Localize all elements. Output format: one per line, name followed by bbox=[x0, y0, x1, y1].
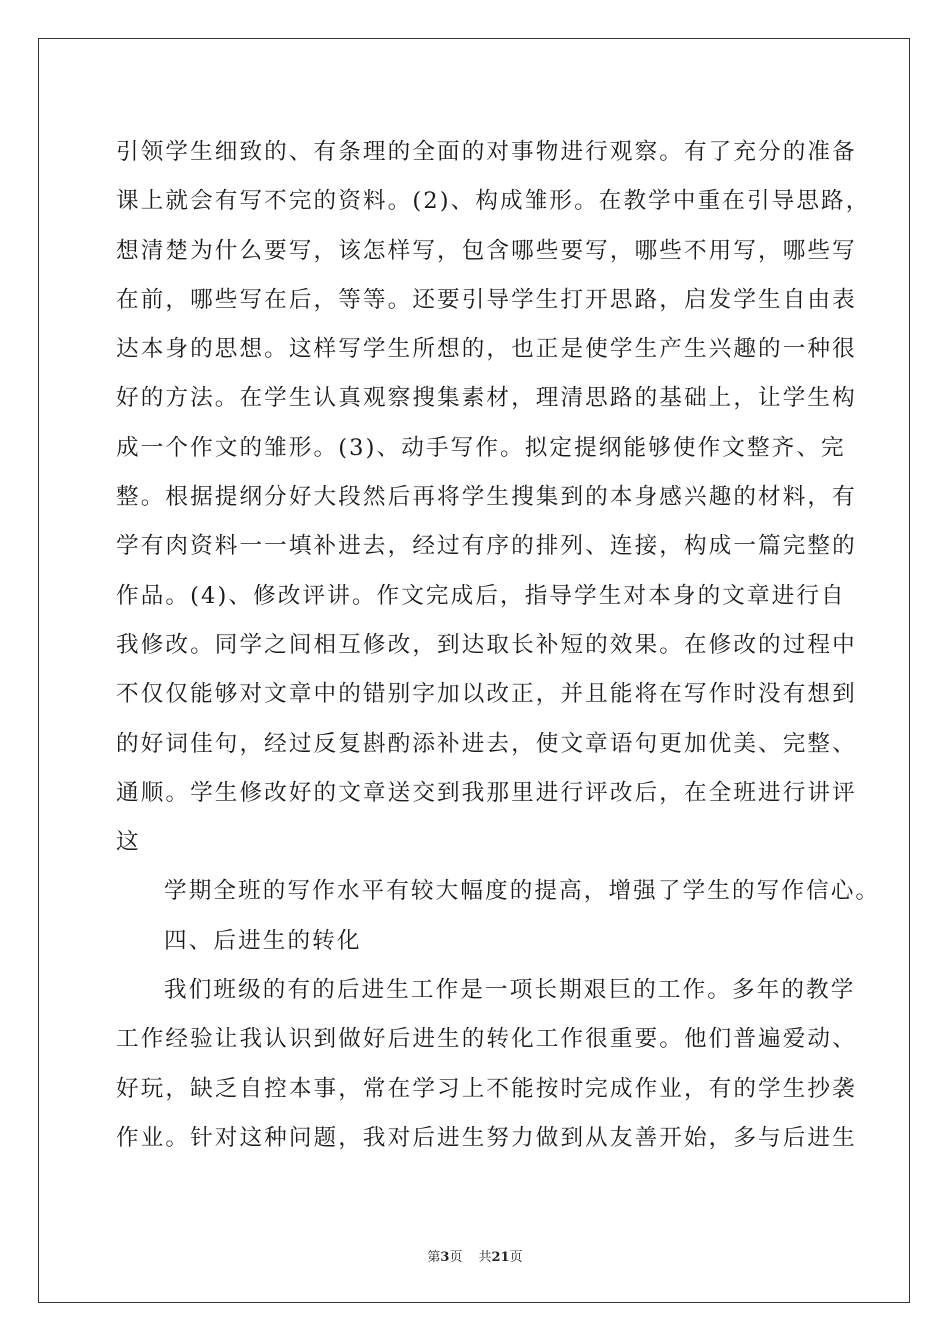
text-line: 整。根据提纲分好大段然后再将学生搜集到的本身感兴趣的材料，有 bbox=[116, 484, 857, 511]
text-line: 的好词佳句，经过反复斟酌添补进去，使文章语句更加优美、完整、 bbox=[116, 730, 857, 757]
text-line: 工作经验让我认识到做好后进生的转化工作很重要。他们普遍爱动、 bbox=[116, 1026, 857, 1053]
document-body bbox=[116, 128, 881, 1163]
text-line: 这 bbox=[116, 829, 141, 856]
footer-prefix: 第 bbox=[427, 1250, 441, 1265]
page-footer bbox=[0, 1246, 950, 1265]
footer-total-prefix: 共 bbox=[478, 1250, 492, 1265]
footer-page-suffix: 页 bbox=[449, 1250, 463, 1265]
text-line: 成一个作文的雏形。(3)、动手写作。拟定提纲能够使作文整齐、完 bbox=[116, 434, 846, 461]
total-pages: 21 bbox=[491, 1250, 510, 1265]
text-line: 在前，哪些写在后，等等。还要引导学生打开思路，启发学生自由表 bbox=[116, 286, 857, 313]
paragraph-start-line: 学期全班的写作水平有较大幅度的提高，增强了学生的写作信心。 bbox=[164, 878, 881, 905]
text-line: 引领学生细致的、有条理的全面的对事物进行观察。有了充分的准备 bbox=[116, 139, 857, 165]
text-line: 达本身的思想。这样写学生所想的，也正是使学生产生兴趣的一种很 bbox=[116, 336, 857, 363]
page-number: 3 bbox=[440, 1250, 450, 1265]
text-line: 想清楚为什么要写，该怎样写，包含哪些要写，哪些不用写，哪些写 bbox=[116, 237, 857, 264]
text-line: 课上就会有写不完的资料。(2)、构成雏形。在教学中重在引导思路， bbox=[116, 188, 871, 215]
text-line: 我修改。同学之间相互修改，到达取长补短的效果。在修改的过程中 bbox=[116, 631, 857, 658]
text-line: 作品。(4)、修改评讲。作文完成后，指导学生对本身的文章进行自 bbox=[116, 582, 846, 609]
text-line: 好的方法。在学生认真观察搜集素材，理清思路的基础上，让学生构 bbox=[116, 385, 857, 412]
section-heading: 四、后进生的转化 bbox=[164, 927, 362, 954]
text-line: 好玩，缺乏自控本事，常在学习上不能按时完成作业，有的学生抄袭 bbox=[116, 1075, 857, 1102]
text-line: 不仅仅能够对文章中的错别字加以改正，并且能将在写作时没有想到 bbox=[116, 681, 857, 708]
text-line: 作业。针对这种问题，我对后进生努力做到从友善开始，多与后进生 bbox=[116, 1124, 857, 1151]
text-line: 通顺。学生修改好的文章送交到我那里进行评改后，在全班进行讲评 bbox=[116, 779, 857, 806]
text-line: 学有肉资料一一填补进去，经过有序的排列、连接，构成一篇完整的 bbox=[116, 533, 857, 560]
footer-total-suffix: 页 bbox=[509, 1250, 523, 1265]
paragraph-start-line: 我们班级的有的后进生工作是一项长期艰巨的工作。多年的教学 bbox=[164, 977, 856, 1004]
